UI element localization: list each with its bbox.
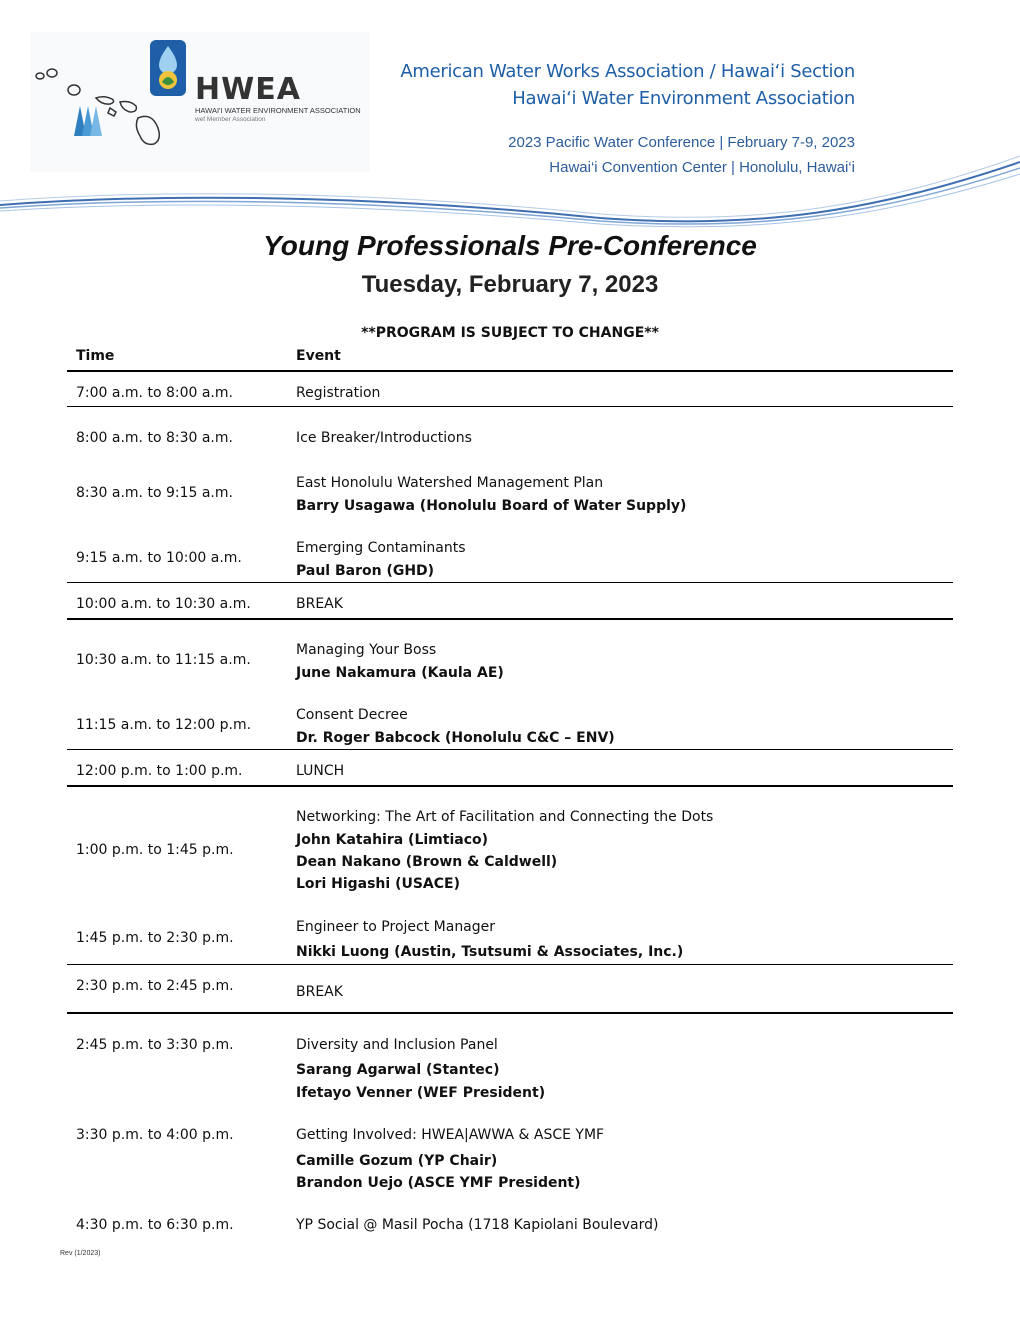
- column-header-event: Event: [296, 348, 341, 364]
- row-divider: [67, 1012, 953, 1014]
- org-name-hwea: Hawai‘i Water Environment Association: [512, 88, 855, 109]
- row-divider: [67, 749, 953, 750]
- row-time: 1:00 p.m. to 1:45 p.m.: [76, 842, 234, 858]
- header-divider: [67, 370, 953, 372]
- row-event: LUNCH: [296, 763, 345, 779]
- row-time: 12:00 p.m. to 1:00 p.m.: [76, 763, 243, 779]
- row-speaker: Sarang Agarwal (Stantec): [296, 1062, 500, 1078]
- row-time: 8:30 a.m. to 9:15 a.m.: [76, 485, 233, 501]
- row-speaker: Lori Higashi (USACE): [296, 876, 460, 892]
- row-event: BREAK: [296, 984, 343, 1000]
- row-event: Registration: [296, 385, 381, 401]
- row-time: 3:30 p.m. to 4:00 p.m.: [76, 1127, 234, 1143]
- row-speaker: Brandon Uejo (ASCE YMF President): [296, 1175, 581, 1191]
- row-event: Getting Involved: HWEA|AWWA & ASCE YMF: [296, 1127, 605, 1143]
- row-speaker: Ifetayo Venner (WEF President): [296, 1085, 546, 1101]
- row-time: 9:15 a.m. to 10:00 a.m.: [76, 550, 242, 566]
- row-time: 10:00 a.m. to 10:30 a.m.: [76, 596, 251, 612]
- program-notice: **PROGRAM IS SUBJECT TO CHANGE**: [361, 325, 659, 341]
- hwea-logo-subtitle: HAWAI'I WATER ENVIRONMENT ASSOCIATION: [195, 106, 361, 115]
- row-time: 7:00 a.m. to 8:00 a.m.: [76, 385, 233, 401]
- row-speaker: John Katahira (Limtiaco): [296, 832, 489, 848]
- row-event: Managing Your Boss: [296, 642, 437, 658]
- row-speaker: Camille Gozum (YP Chair): [296, 1153, 498, 1169]
- row-event: Emerging Contaminants: [296, 540, 466, 556]
- conference-venue: Hawai‘i Convention Center | Honolulu, Hawai‘i: [549, 159, 855, 176]
- row-time: 2:45 p.m. to 3:30 p.m.: [76, 1037, 234, 1053]
- row-event: Ice Breaker/Introductions: [296, 430, 472, 446]
- wef-member-text: wef Member Association: [195, 116, 266, 123]
- revision-note: Rev (1/2023): [60, 1250, 101, 1257]
- row-speaker: Barry Usagawa (Honolulu Board of Water Supply): [296, 498, 687, 514]
- row-event: BREAK: [296, 596, 343, 612]
- row-event: Consent Decree: [296, 707, 408, 723]
- row-speaker: June Nakamura (Kaula AE): [296, 665, 504, 681]
- row-event: Networking: The Art of Facilitation and Connecting the Dots: [296, 809, 714, 825]
- row-event: Engineer to Project Manager: [296, 919, 496, 935]
- row-speaker: Dean Nakano (Brown & Caldwell): [296, 854, 558, 870]
- row-time: 1:45 p.m. to 2:30 p.m.: [76, 930, 234, 946]
- hwea-logo-text: HWEA: [195, 72, 301, 107]
- page-title: Young Professionals Pre-Conference: [263, 230, 757, 261]
- row-divider: [67, 785, 953, 787]
- row-event: East Honolulu Watershed Management Plan: [296, 475, 604, 491]
- row-speaker: Dr. Roger Babcock (Honolulu C&C – ENV): [296, 730, 615, 746]
- row-time: 8:00 a.m. to 8:30 a.m.: [76, 430, 233, 446]
- row-event: YP Social @ Masil Pocha (1718 Kapiolani Boulevard): [296, 1217, 659, 1233]
- page-header: [0, 0, 1020, 230]
- row-time: 4:30 p.m. to 6:30 p.m.: [76, 1217, 234, 1233]
- row-time: 10:30 a.m. to 11:15 a.m.: [76, 652, 251, 668]
- row-speaker: Nikki Luong (Austin, Tsutsumi & Associates, Inc.): [296, 944, 684, 960]
- org-name-awwa: American Water Works Association / Hawai‘i Section: [400, 61, 855, 82]
- row-divider: [67, 582, 953, 583]
- row-time: 11:15 a.m. to 12:00 p.m.: [76, 717, 252, 733]
- row-speaker: Paul Baron (GHD): [296, 563, 435, 579]
- row-time: 2:30 p.m. to 2:45 p.m.: [76, 978, 234, 994]
- column-header-time: Time: [76, 348, 115, 364]
- row-divider: [67, 618, 953, 620]
- row-event: Diversity and Inclusion Panel: [296, 1037, 498, 1053]
- conference-name: 2023 Pacific Water Conference | February 7-9, 2023: [508, 134, 855, 151]
- row-divider: [67, 406, 953, 407]
- row-divider: [67, 964, 953, 965]
- event-date: Tuesday, February 7, 2023: [361, 271, 659, 298]
- decorative-wave: [0, 150, 1020, 230]
